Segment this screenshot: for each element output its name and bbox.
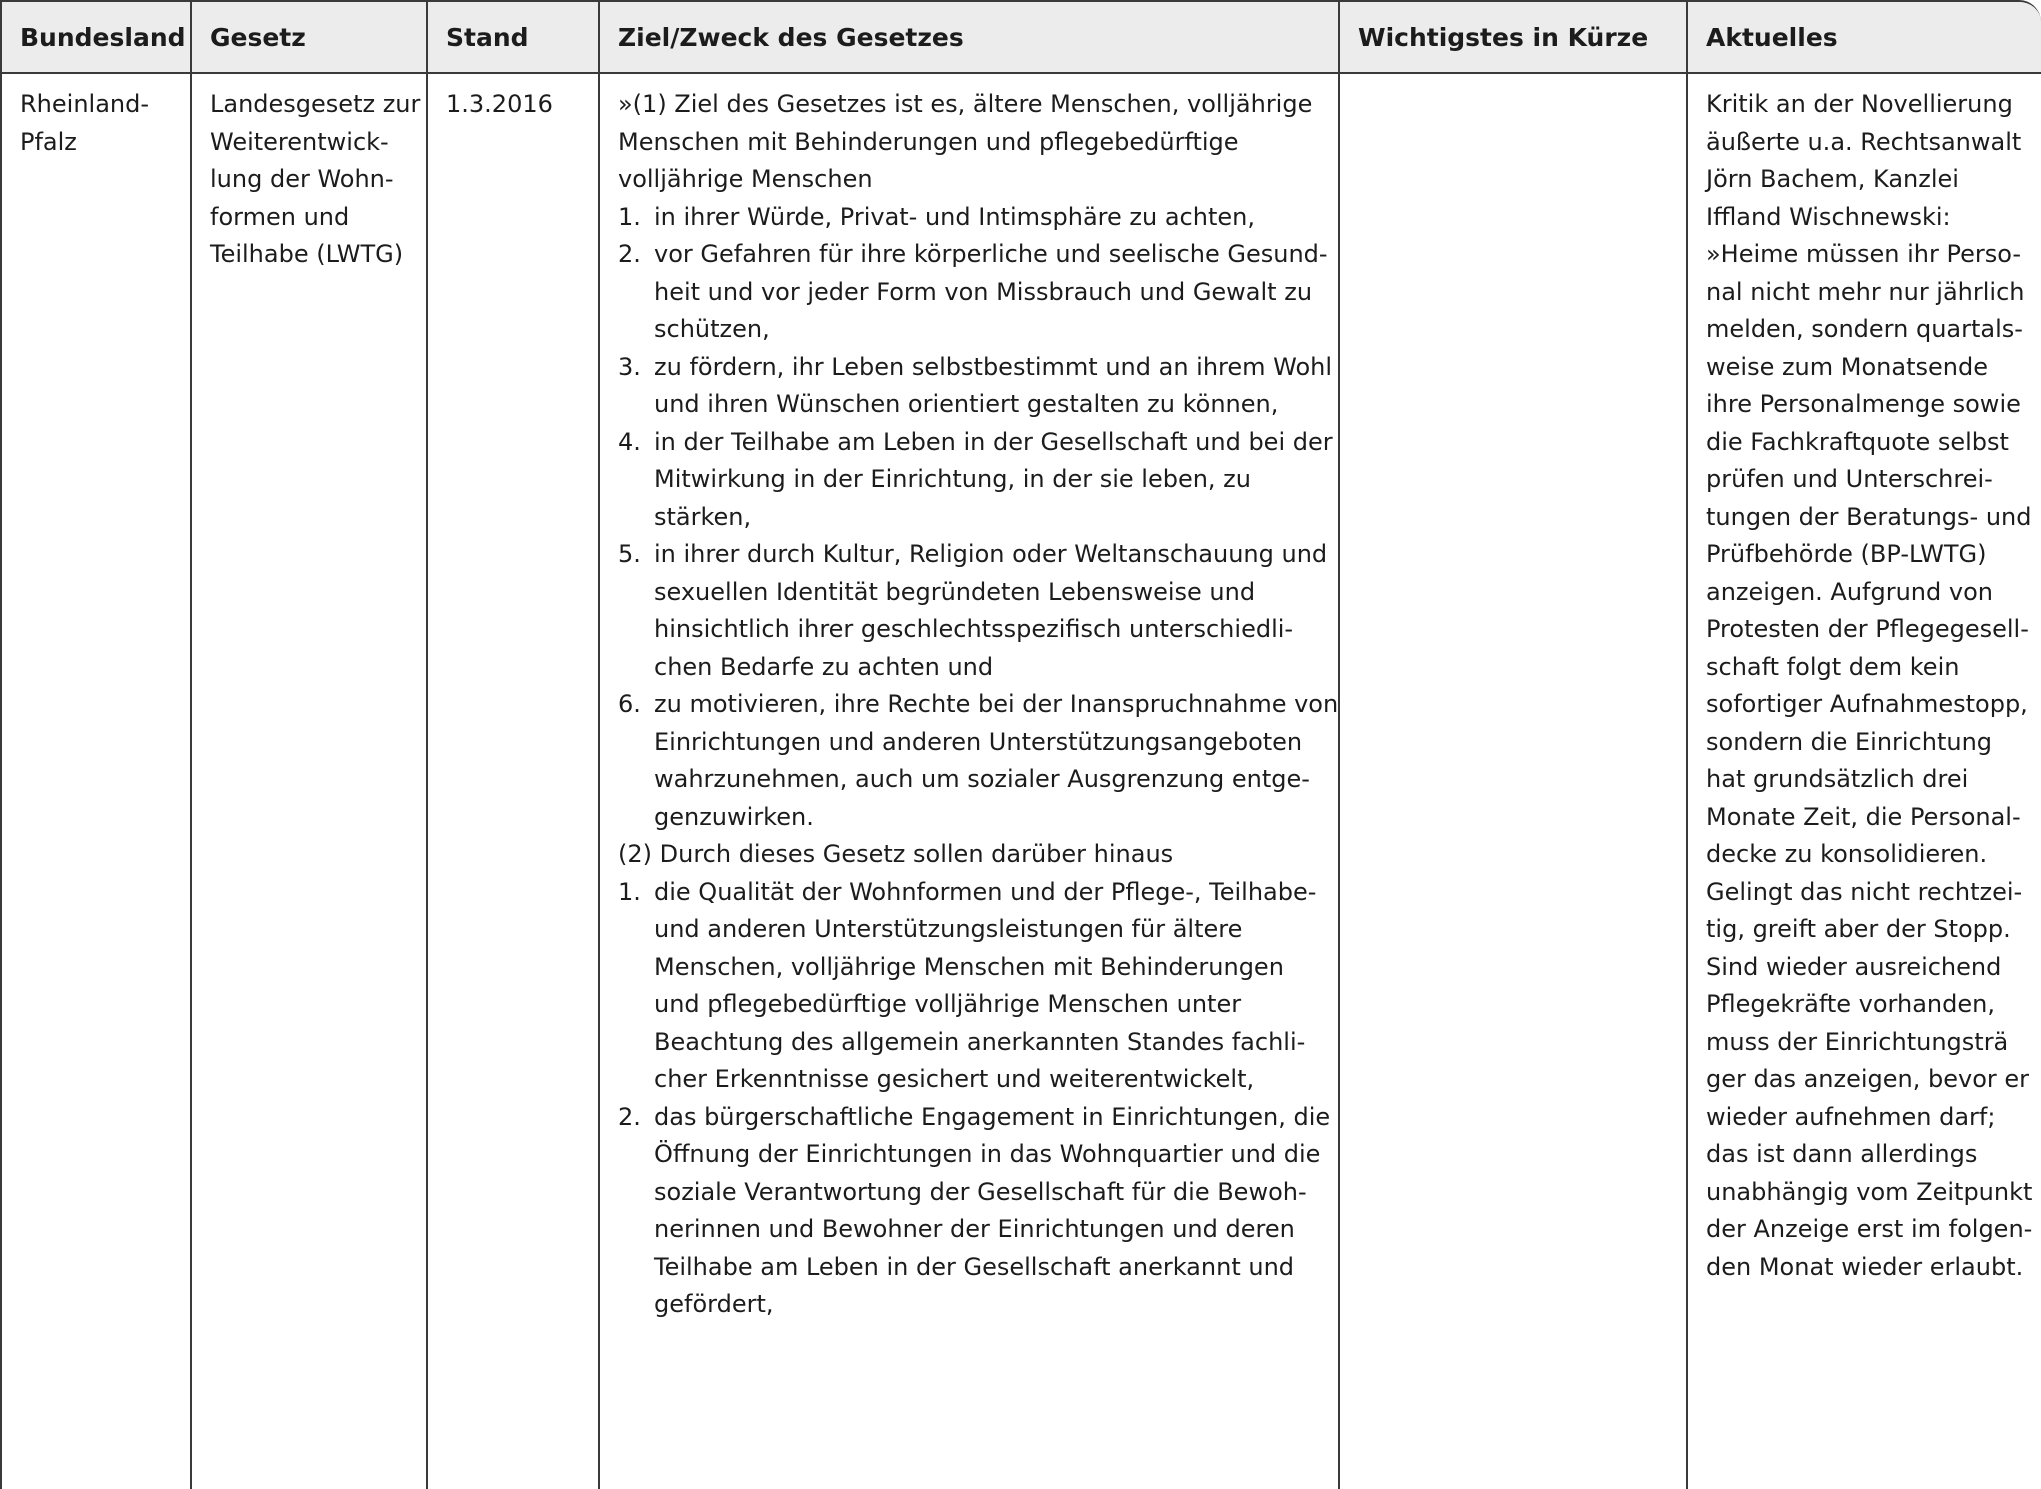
aktuelles-line: sondern die Einrichtung — [1706, 727, 1993, 756]
list-item-line: Öffnung der Einrichtungen in das Wohnquartier und die — [654, 1140, 1321, 1168]
list-item-line: schützen, — [654, 315, 770, 343]
header-gesetz: Gesetz — [192, 2, 426, 74]
aktuelles-line: Kritik an der Novellierung — [1706, 90, 2013, 118]
aktuelles-line: Iffland Wischnewski: — [1706, 202, 1951, 231]
list-item-line: Mitwirkung in der Einrichtung, in der sie leben, zu — [654, 465, 1251, 493]
cell-gesetz — [192, 74, 426, 274]
list-item — [618, 199, 1322, 237]
aktuelles-line: Jörn Bachem, Kanzlei — [1706, 165, 1959, 193]
aktuelles-line: sofortiger Aufnahmestopp, — [1706, 690, 2028, 718]
list-item-number: 4. — [618, 427, 641, 456]
list-item-line: und anderen Unterstützungsleistungen für ältere — [654, 915, 1243, 943]
list-item-line: und ihren Wünschen orientiert gestalten zu können, — [654, 390, 1279, 418]
cell-ziel — [600, 74, 1338, 1324]
header-wichtigstes: Wichtigstes in Kürze — [1340, 2, 1686, 74]
aktuelles-line: Sind wieder ausreichend — [1706, 952, 2002, 981]
aktuelles-line: tig, greift aber der Stopp. — [1706, 915, 2011, 943]
list-item-line: Menschen, volljährige Menschen mit Behinderungen — [654, 952, 1284, 981]
aktuelles-line: das ist dann allerdings — [1706, 1140, 1978, 1168]
ziel-intro-line: Menschen mit Behinderungen und pflegebedürftige — [618, 127, 1239, 156]
aktuelles-line: ihre Personalmenge sowie — [1706, 390, 2021, 418]
list-item-number: 6. — [618, 690, 641, 718]
aktuelles-line: Gelingt das nicht rechtzei- — [1706, 877, 2023, 906]
column-bundesland — [2, 2, 192, 1489]
column-wichtigstes — [1340, 2, 1688, 1489]
list-item-number: 1. — [618, 202, 641, 231]
list-item-number: 1. — [618, 877, 641, 906]
list-item-line: nerinnen und Bewohner der Einrichtungen und deren — [654, 1215, 1295, 1243]
list-item-line: in der Teilhabe am Leben in der Gesellschaft und bei der — [654, 427, 1333, 456]
ziel-intro-line: volljährige Menschen — [618, 165, 873, 193]
list-item-number: 2. — [618, 240, 641, 268]
list-item-line: stärken, — [654, 502, 752, 531]
list-item — [618, 874, 1322, 1099]
cell-aktuelles — [1688, 74, 2041, 1286]
ziel-intro-line: »(1) Ziel des Gesetzes ist es, ältere Menschen, volljährige — [618, 90, 1313, 118]
cell-stand — [428, 74, 598, 124]
list-item-number: 5. — [618, 540, 641, 568]
list-item-line: Teilhabe am Leben in der Gesellschaft anerkannt und — [654, 1252, 1295, 1281]
aktuelles-line: äußerte u.a. Rechtsanwalt — [1706, 127, 2022, 156]
aktuelles-line: der Anzeige erst im folgen- — [1706, 1215, 2033, 1243]
list-item-line: und pflegebedürftige volljährige Menschen unter — [654, 990, 1242, 1018]
list-item-line: wahrzunehmen, auch um sozialer Ausgrenzung entge- — [654, 765, 1310, 793]
aktuelles-line: Prüfbehörde (BP-LWTG) — [1706, 540, 1987, 568]
column-stand — [428, 2, 600, 1489]
aktuelles-line: muss der Einrichtungsträ — [1706, 1027, 2009, 1056]
list-item-line: chen Bedarfe zu achten und — [654, 652, 994, 681]
cell-gesetz-line: Landesgesetz zur — [210, 90, 421, 118]
list-item-line: zu motivieren, ihre Rechte bei der Inanspruchnahme von — [654, 690, 1339, 718]
column-ziel — [600, 2, 1340, 1489]
list-item-line: vor Gefahren für ihre körperliche und seelische Gesund- — [654, 240, 1328, 268]
list-item — [618, 349, 1333, 424]
list-item-line: Einrichtungen und anderen Unterstützungsangeboten — [654, 727, 1303, 756]
aktuelles-line: melden, sondern quartals- — [1706, 315, 2023, 343]
aktuelles-line: den Monat wieder erlaubt. — [1706, 1252, 2024, 1281]
aktuelles-line: die Fachkraftquote selbst — [1706, 427, 2009, 456]
list-item-line: cher Erkenntnisse gesichert und weiterentwickelt, — [654, 1065, 1255, 1093]
aktuelles-line: Protesten der Pflegegesell- — [1706, 615, 2029, 643]
list-item-line: gefördert, — [654, 1290, 774, 1318]
column-aktuelles — [1688, 2, 2041, 1489]
cell-bundesland — [2, 74, 190, 161]
list-item-number: 3. — [618, 352, 641, 381]
aktuelles-line: unabhängig vom Zeitpunkt — [1706, 1177, 2033, 1206]
header-aktuelles: Aktuelles — [1688, 2, 2041, 74]
list-item-line: in ihrer durch Kultur, Religion oder Weltanschauung und — [654, 540, 1328, 568]
cell-stand-date: 1.3.2016 — [446, 90, 553, 118]
list-item — [618, 424, 1333, 537]
aktuelles-line: prüfen und Unterschrei- — [1706, 465, 1993, 493]
list-item-line: heit und vor jeder Form von Missbrauch und Gewalt zu — [654, 277, 1313, 306]
aktuelles-line: decke zu konsolidieren. — [1706, 840, 1988, 868]
list-item — [618, 536, 1328, 686]
aktuelles-line: Pflegekräfte vorhanden, — [1706, 990, 1995, 1018]
list-item-line: zu fördern, ihr Leben selbstbestimmt und an ihrem Wohl — [654, 352, 1333, 381]
cell-gesetz-line: Weiterentwick- — [210, 127, 389, 156]
aktuelles-line: hat grundsätzlich drei — [1706, 765, 1969, 793]
list-item-line: soziale Verantwortung der Gesellschaft für die Bewoh- — [654, 1177, 1307, 1206]
column-gesetz — [192, 2, 428, 1489]
aktuelles-line: weise zum Monatsende — [1706, 352, 1988, 381]
ziel-paragraph-2: (2) Durch dieses Gesetz sollen darüber hinaus — [618, 840, 1174, 868]
list-item — [618, 686, 1339, 836]
aktuelles-line: anzeigen. Aufgrund von — [1706, 577, 1993, 606]
header-bundesland: Bundesland — [2, 2, 190, 74]
list-item-line: Beachtung des allgemein anerkannten Standes fachli- — [654, 1027, 1306, 1056]
cell-gesetz-line: lung der Wohn- — [210, 165, 394, 193]
aktuelles-line: ger das anzeigen, bevor er — [1706, 1065, 2030, 1093]
list-item-line: das bürgerschaftliche Engagement in Einrichtungen, die — [654, 1102, 1331, 1131]
aktuelles-line: nal nicht mehr nur jährlich — [1706, 277, 2025, 306]
cell-bundesland-line: Pfalz — [20, 127, 77, 156]
aktuelles-line: Monate Zeit, die Personal- — [1706, 802, 2021, 831]
aktuelles-line: wieder aufnehmen darf; — [1706, 1102, 1996, 1131]
list-item-line: die Qualität der Wohnformen und der Pflege-, Teilhabe- — [654, 877, 1317, 906]
list-item — [618, 236, 1328, 349]
aktuelles-line: tungen der Beratungs- und — [1706, 502, 2032, 531]
list-item — [618, 1099, 1331, 1324]
list-item-line: in ihrer Würde, Privat- und Intimsphäre zu achten, — [654, 202, 1255, 231]
cell-bundesland-line: Rheinland- — [20, 90, 150, 118]
list-item-line: sexuellen Identität begründeten Lebensweise und — [654, 577, 1256, 606]
aktuelles-line: schaft folgt dem kein — [1706, 652, 1960, 681]
aktuelles-line: »Heime müssen ihr Perso- — [1706, 240, 2022, 268]
cell-gesetz-line: Teilhabe (LWTG) — [210, 240, 404, 268]
cell-gesetz-line: formen und — [210, 202, 350, 231]
header-ziel: Ziel/Zweck des Gesetzes — [600, 2, 1338, 74]
cell-wichtigstes — [1340, 74, 1686, 86]
header-stand: Stand — [428, 2, 598, 74]
list-item-number: 2. — [618, 1102, 641, 1131]
list-item-line: hinsichtlich ihrer geschlechtsspezifisch unterschiedli- — [654, 615, 1294, 643]
list-item-line: genzuwirken. — [654, 802, 814, 831]
